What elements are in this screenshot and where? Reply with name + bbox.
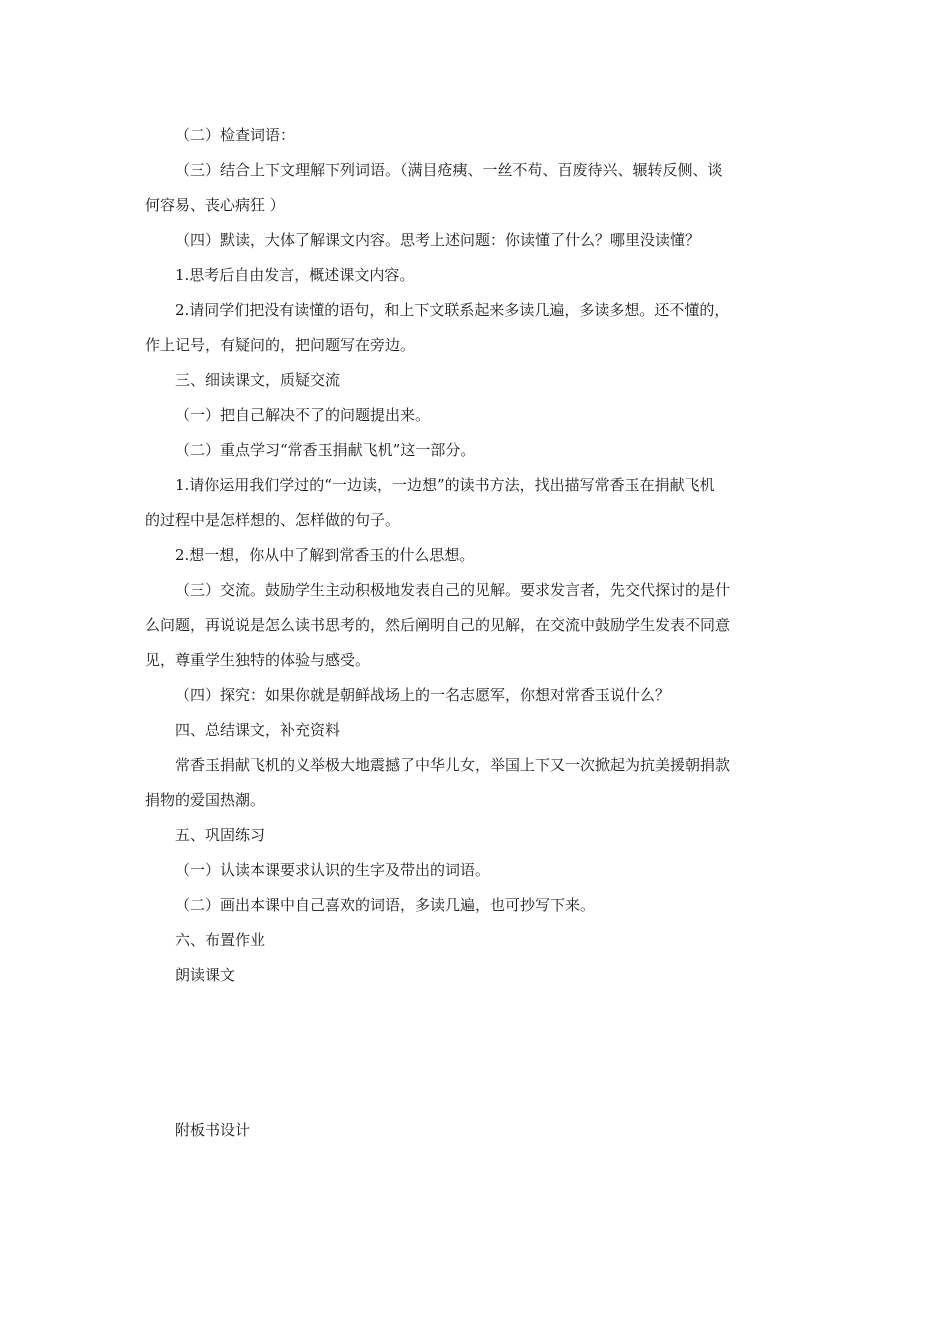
text-line: 的过程中是怎样想的、怎样做的句子。 <box>145 511 401 529</box>
text-line: 作上记号，有疑问的，把问题写在旁边。 <box>145 336 416 354</box>
section-heading: 四、总结课文，补充资料 <box>175 721 341 739</box>
text-line: （二）重点学习“常香玉捐献飞机”这一部分。 <box>175 441 476 459</box>
text-line: 常香玉捐献飞机的义举极大地震撼了中华儿女，举国上下又一次掀起为抗美援朝捐款 <box>175 756 731 774</box>
text-line: 1.思考后自由发言，概述课文内容。 <box>175 266 415 284</box>
text-line: （二）画出本课中自己喜欢的词语，多读几遍，也可抄写下来。 <box>175 896 596 914</box>
text-line: 朗读课文 <box>175 966 236 984</box>
text-line: （四）默读，大体了解课文内容。思考上述问题：你读懂了什么？哪里没读懂？ <box>175 231 701 249</box>
section-heading: 三、细读课文，质疑交流 <box>175 371 341 389</box>
text-line: 见，尊重学生独特的体验与感受。 <box>145 651 371 669</box>
text-line: 2.请同学们把没有读懂的语句，和上下文联系起来多读几遍，多读多想。还不懂的， <box>175 301 730 319</box>
text-line: （四）探究：如果你就是朝鲜战场上的一名志愿军，你想对常香玉说什么？ <box>175 686 671 704</box>
text-line: 何容易、丧心病狂 ） <box>145 196 285 214</box>
blank-space <box>145 993 810 1113</box>
text-line: 捐物的爱国热潮。 <box>145 791 266 809</box>
text-line: 么问题，再说说是怎么读书思考的，然后阐明自己的见解，在交流中鼓励学生发表不同意 <box>145 616 731 634</box>
text-line: （三）结合上下文理解下列词语。（满目疮痍、一丝不苟、百废待兴、辗转反侧、谈 <box>175 161 723 179</box>
text-line: （一）把自己解决不了的问题提出来。 <box>175 406 431 424</box>
text-line: 2.想一想，你从中了解到常香玉的什么思想。 <box>175 546 475 564</box>
text-line: （三）交流。鼓励学生主动积极地发表自己的见解。要求发言者，先交代探讨的是什 <box>175 581 731 599</box>
text-line: 1.请你运用我们学过的“一边读，一边想”的读书方法，找出描写常香玉在捐献飞机 <box>175 476 715 494</box>
section-heading: 五、巩固练习 <box>175 826 266 844</box>
board-design-heading: 附板书设计 <box>175 1121 251 1139</box>
document-body <box>145 118 810 1148</box>
text-line: （二）检查词语： <box>175 126 296 144</box>
section-heading: 六、布置作业 <box>175 931 266 949</box>
text-line: （一）认读本课要求认识的生字及带出的词语。 <box>175 861 491 879</box>
